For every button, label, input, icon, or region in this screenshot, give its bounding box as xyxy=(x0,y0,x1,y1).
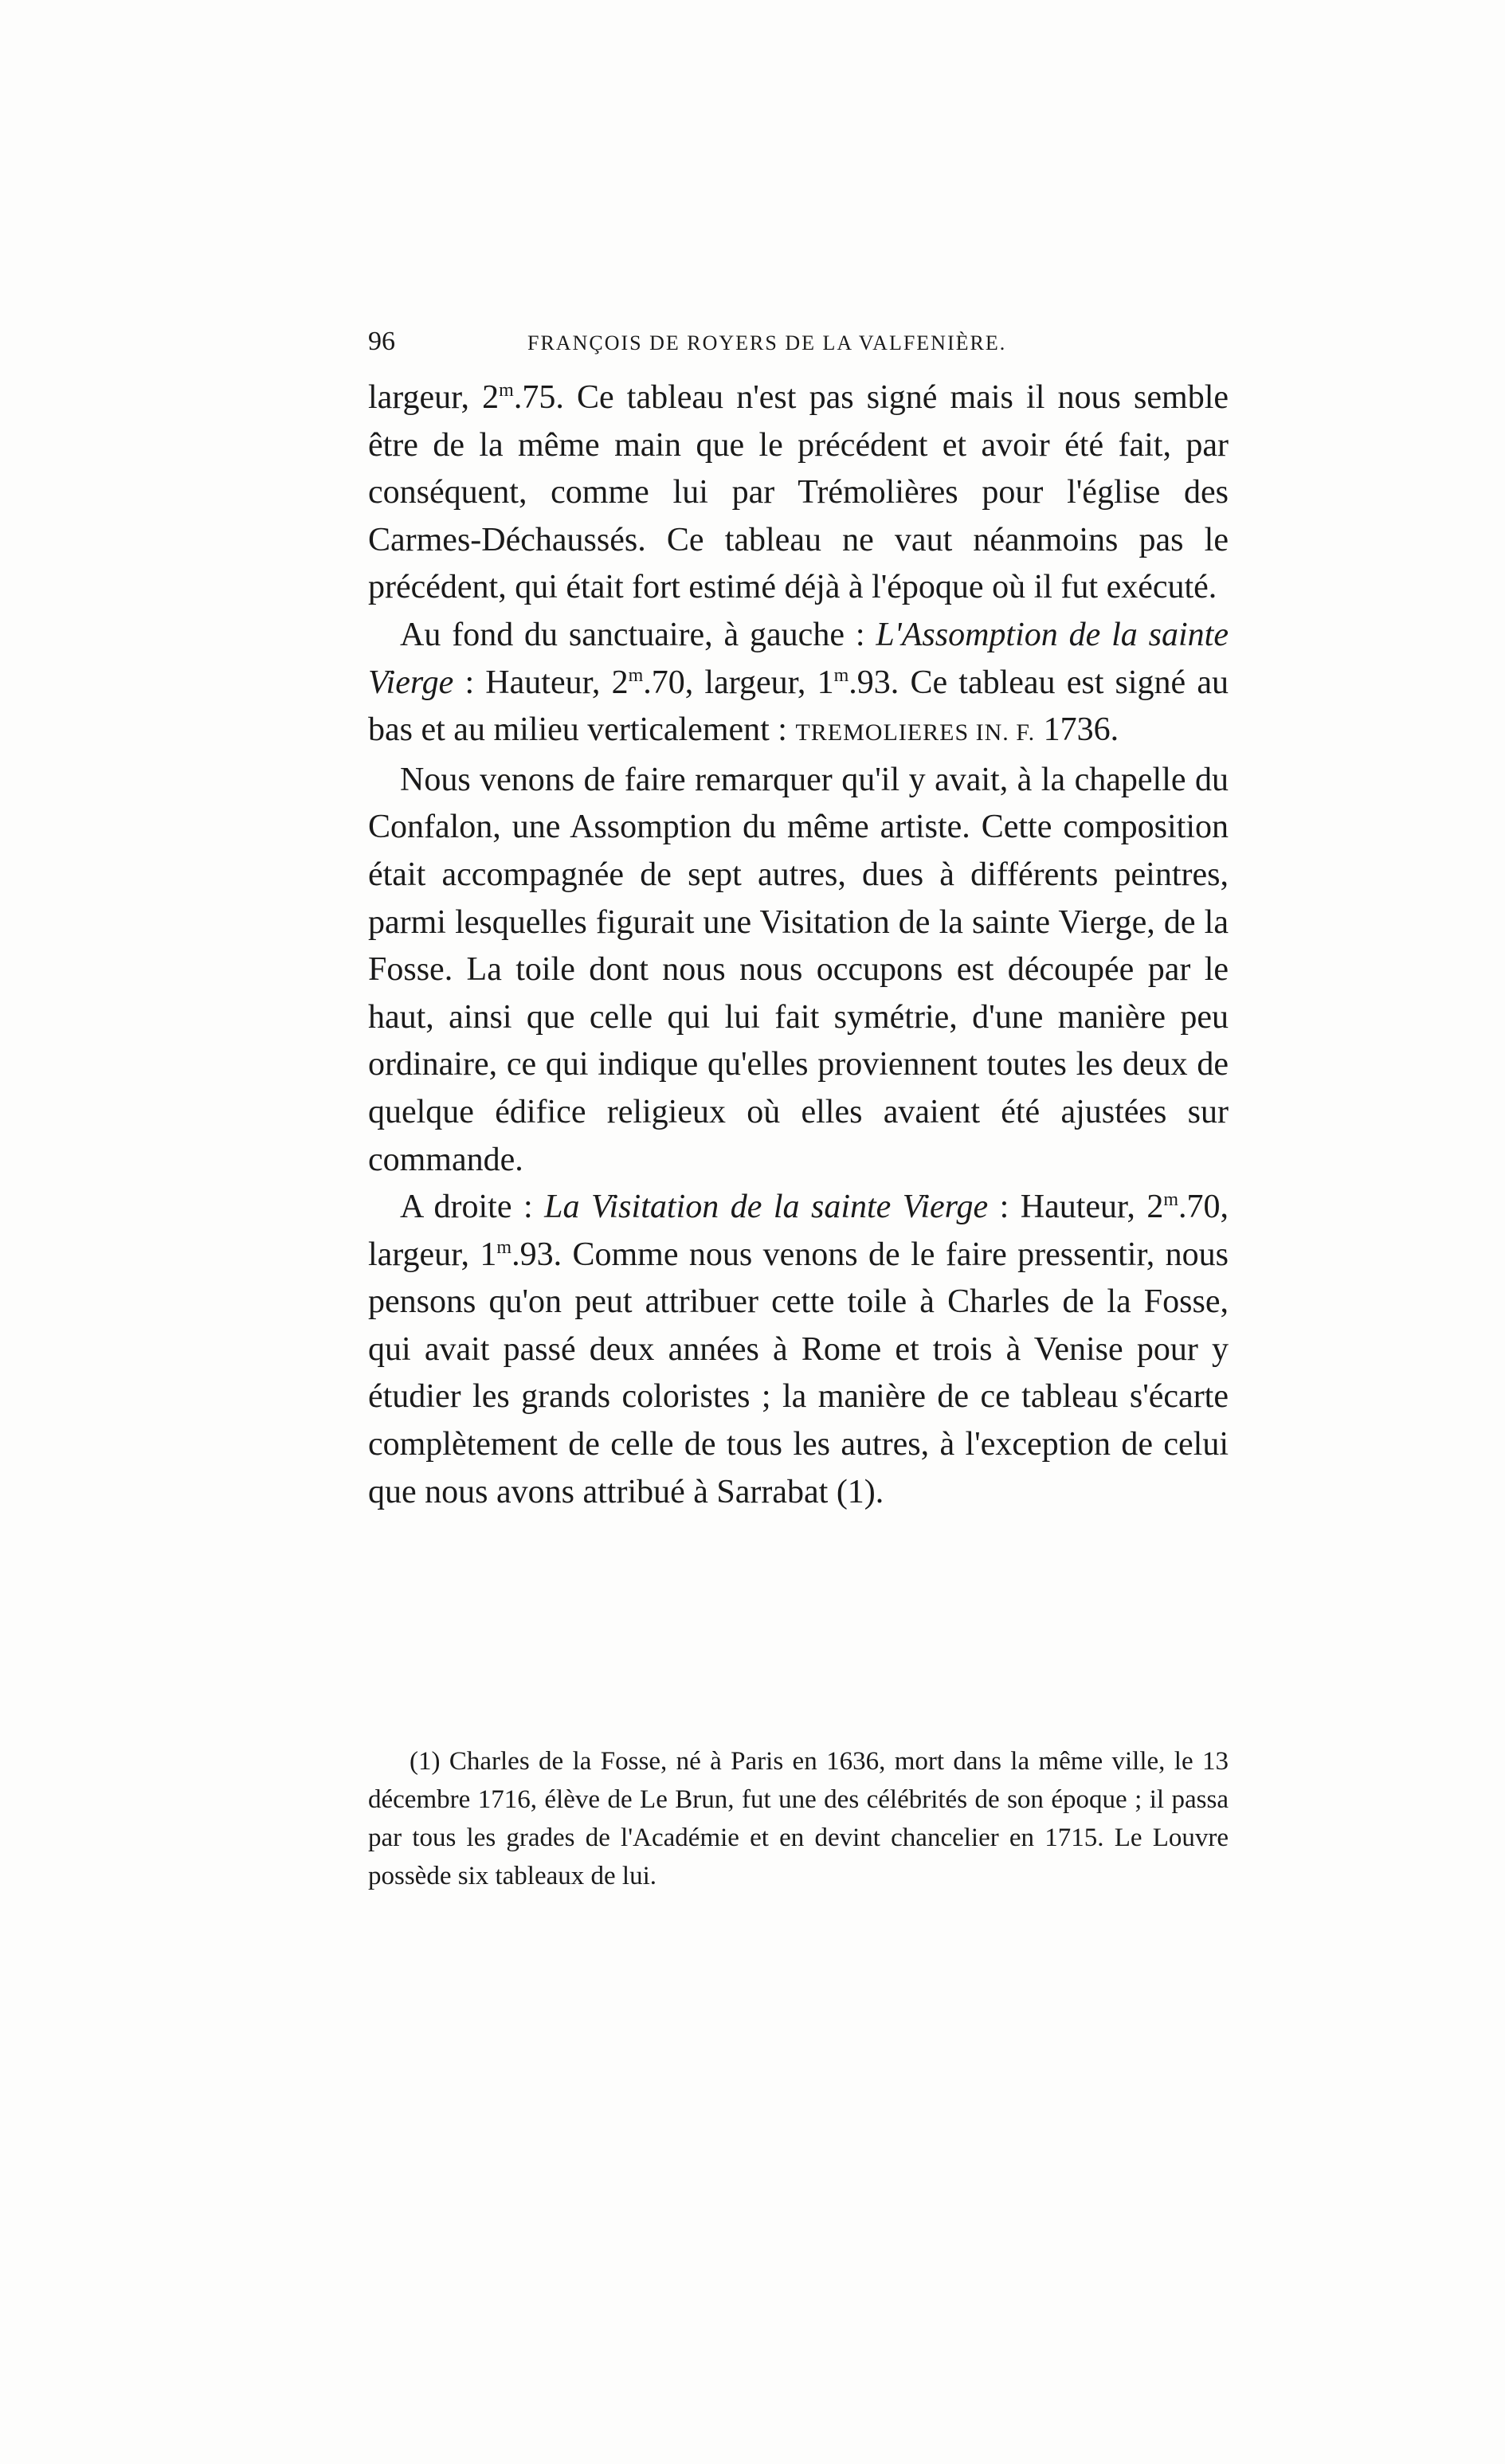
body-text xyxy=(368,374,1229,1516)
paragraph-1: largeur, 2$^m$.75. Ce tableau n'est pas signé mais il nous semble être de la même main que le précédent et avoir été fait, par conséquent, comme lui par Trémolières pour l'église des Carmes-Déchaussés. Ce tableau ne vaut néanmoins pas le précédent, qui était fort estimé déjà à l'époque où il fut exécuté. xyxy=(368,379,1229,606)
page-number: 96 xyxy=(368,327,395,356)
footnote: (1) Charles de la Fosse, né à Paris en 1636, mort dans la même ville, le 13 décembre 1716, élève de Le Brun, fut une des célébrités de son époque ; il passa par tous les grades de l'Académie et en devint chancelier en 1715. Le Louvre possède six tableaux de lui. xyxy=(368,1747,1229,1890)
paragraph-3: Nous venons de faire remarquer qu'il y avait, à la chapelle du Confalon, une Assomption du même artiste. Cette composition était accompagnée de sept autres, dues à différents peintres, parmi lesquelles figurait une Visitation de la sainte Vierge, de la Fosse. La toile dont nous nous occupons est découpée par le haut, ainsi que celle qui lui fait symétrie, d'une manière peu ordinaire, ce qui indique qu'elles proviennent toutes les deux de quelque édifice religieux où elles avaient été ajustées sur commande. xyxy=(368,761,1229,1178)
signature-inscription: TREMOLIERES IN. F. xyxy=(795,719,1036,746)
paragraph-4: A droite : La Visitation de la sainte Vierge : Hauteur, 2$^m$.70, largeur, 1$^m$.93. Comme nous venons de le faire pressentir, nous pensons qu'on peut attribuer cette toile à Charles de la Fosse, qui avait passé deux années à Rome et trois à Venise pour y étudier les grands coloristes ; la manière de ce tableau s'écarte complètement de celle de tous les autres, à l'exception de celui que nous avons attribué à Sarrabat (1). xyxy=(368,1189,1229,1510)
running-title: FRANÇOIS DE ROYERS DE LA VALFENIÈRE. xyxy=(527,331,1007,355)
page-header xyxy=(368,327,1229,362)
paragraph-2: Au fond du sanctuaire, à gauche : L'Assomption de la sainte Vierge : Hauteur, 2$^m$.70, largeur, 1$^m$.93. Ce tableau est signé au bas et au milieu verticalement : TREMOLIERES IN. F. 1736. xyxy=(368,616,1229,749)
